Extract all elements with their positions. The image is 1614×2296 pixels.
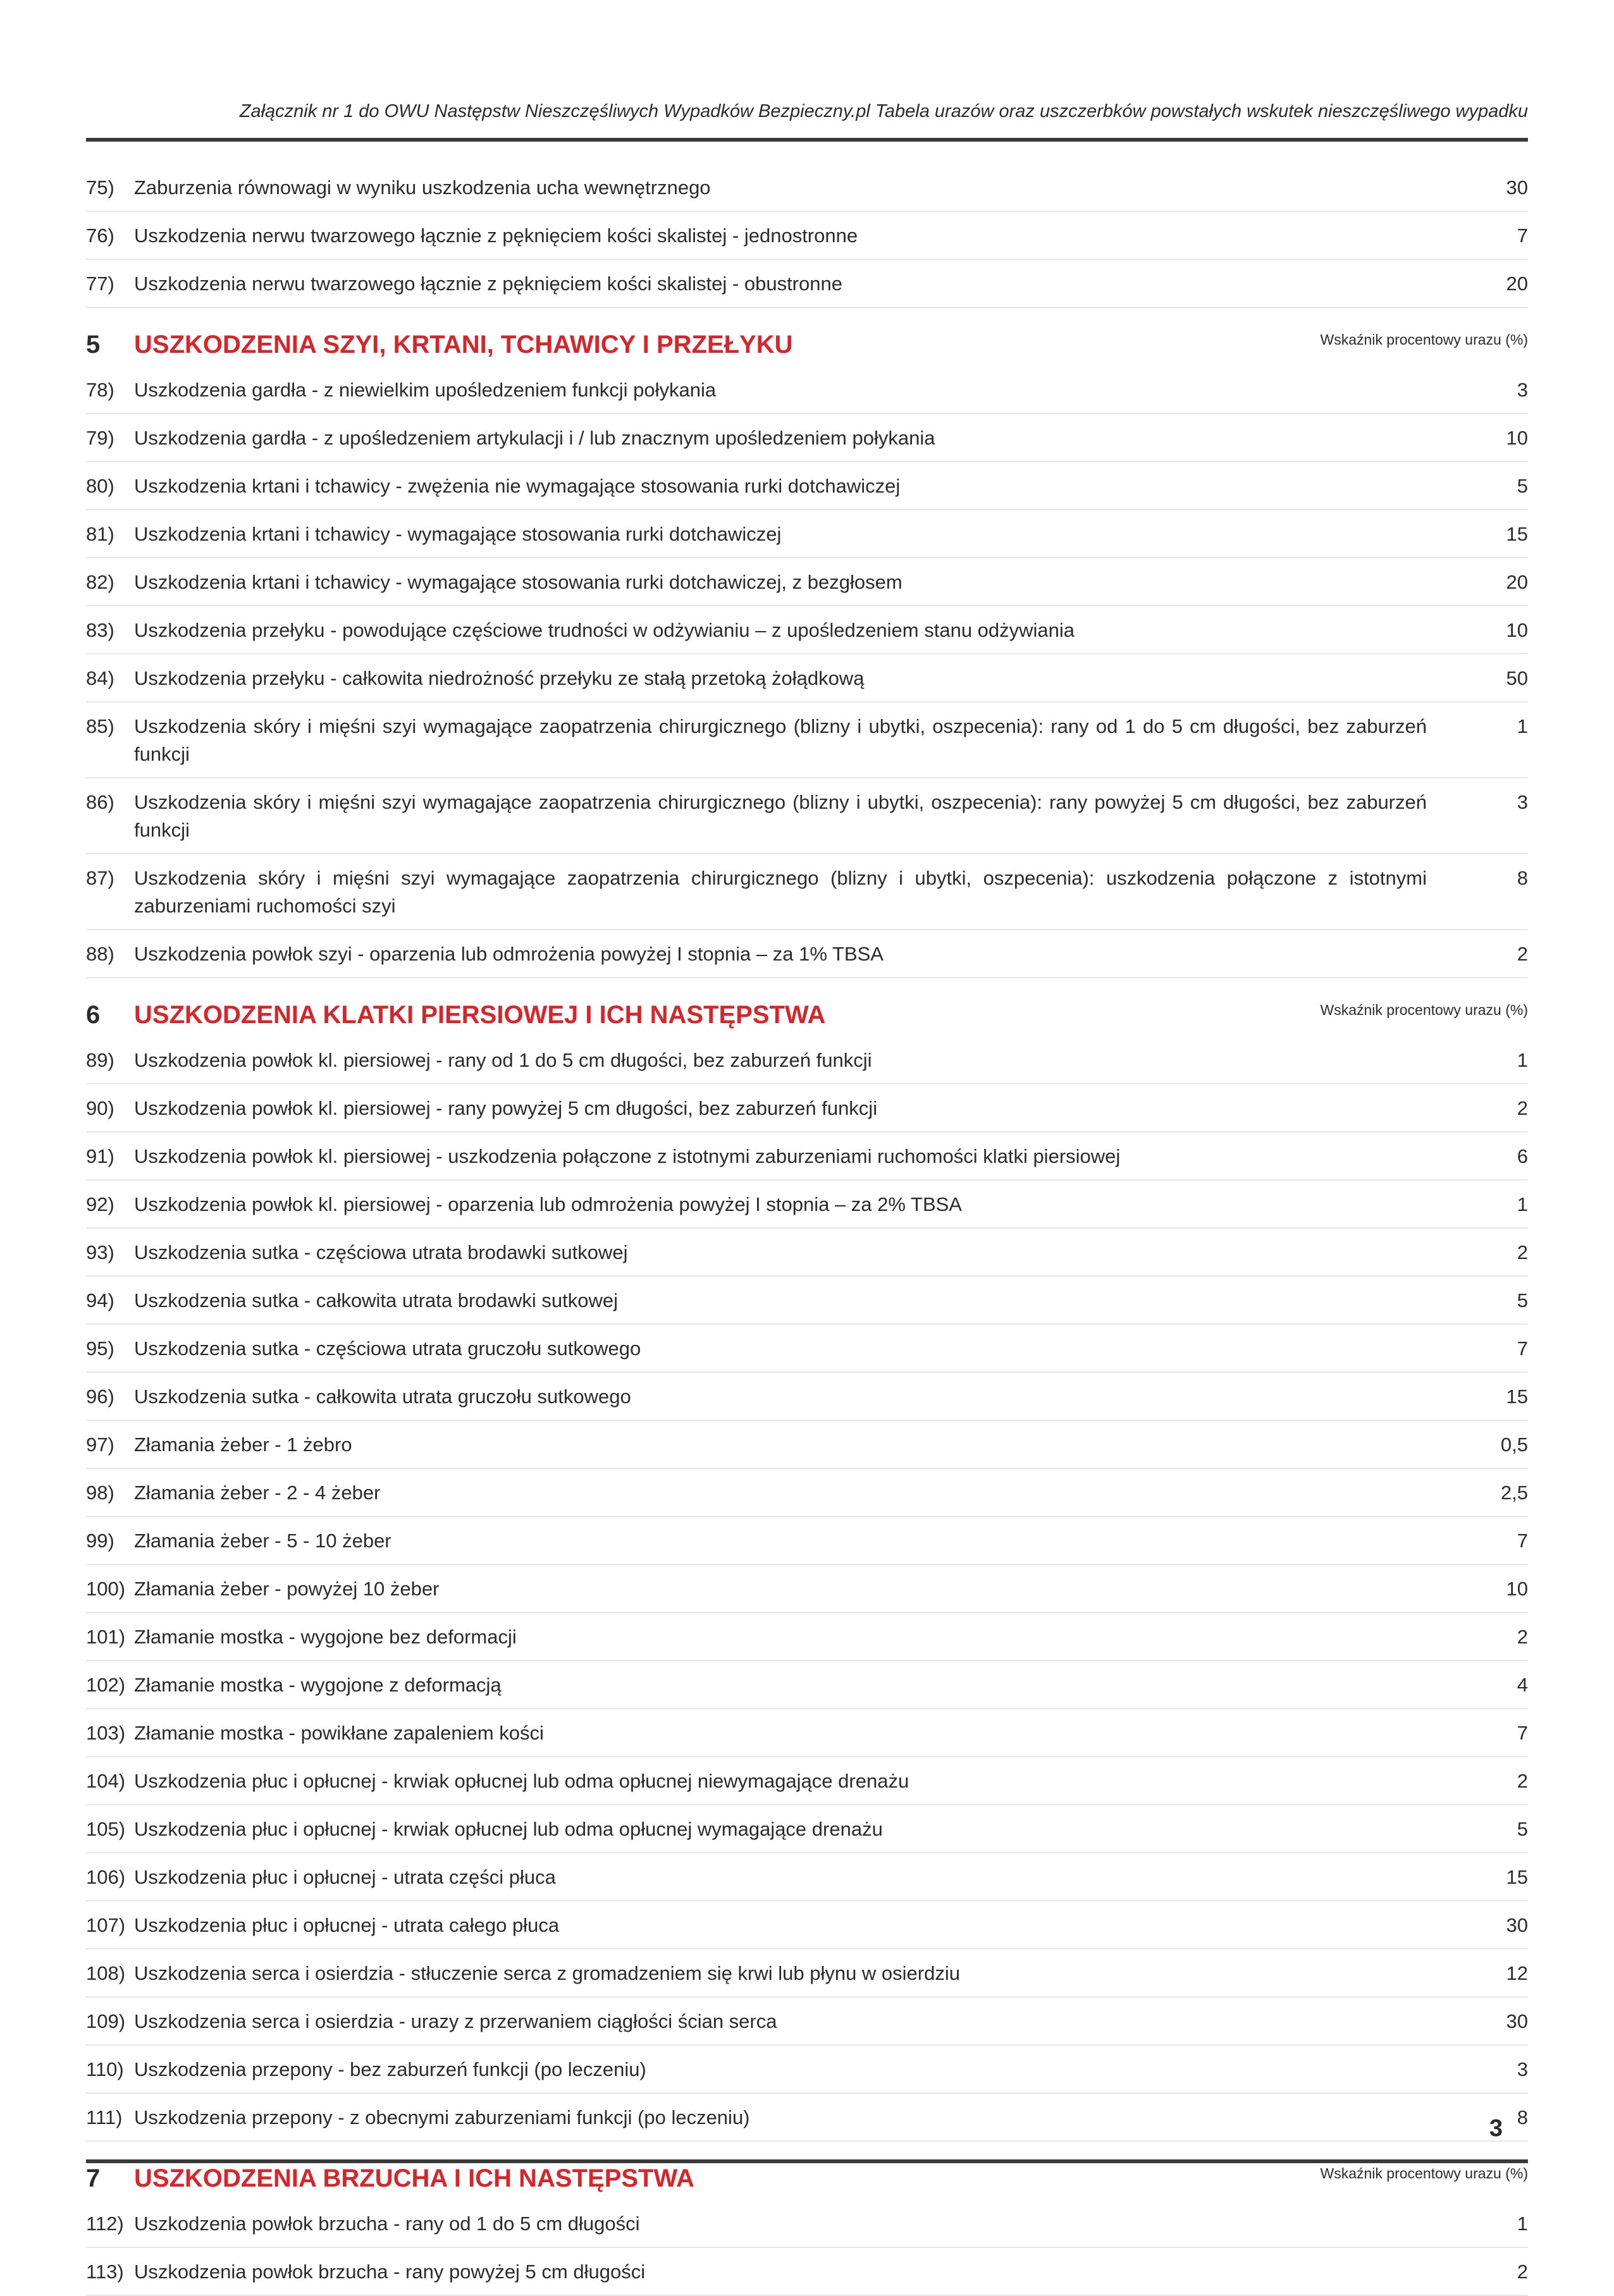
table-row [86, 1277, 1528, 1325]
row-number: 95) [86, 1337, 114, 1360]
row-value: 3 [1517, 379, 1528, 401]
table-row [86, 1325, 1528, 1373]
row-number: 93) [86, 1241, 114, 1263]
table-row [86, 1229, 1528, 1277]
row-value: 30 [1506, 2010, 1528, 2032]
row-number: 99) [86, 1530, 114, 1552]
table-row [86, 1901, 1528, 1949]
injury-table [86, 164, 1528, 2296]
row-value: 15 [1506, 523, 1528, 545]
table-row [86, 510, 1528, 558]
row-value: 1 [1517, 715, 1528, 737]
row-description: Uszkodzenia sutka - częściowa utrata gruczołu sutkowego [134, 1337, 641, 1360]
row-number: 88) [86, 943, 114, 965]
row-value: 30 [1506, 1914, 1528, 1936]
row-value: 10 [1506, 427, 1528, 449]
row-number: 84) [86, 667, 114, 689]
row-value: 0,5 [1500, 1433, 1528, 1456]
row-number: 81) [86, 523, 114, 545]
row-description: Uszkodzenia płuc i opłucnej - krwiak opłucnej lub odma opłucnej niewymagające drenażu [134, 1770, 909, 1792]
table-row [86, 1517, 1528, 1565]
table-row [86, 703, 1528, 778]
row-description: Uszkodzenia skóry i mięśni szyi wymagające zaopatrzenia chirurgicznego (blizny i ubytki, oszpecenia): rany od 1 do 5 cm długości, bez zaburzeń funkcji [134, 715, 1427, 765]
table-row [86, 606, 1528, 654]
row-description: Złamania żeber - 5 - 10 żeber [134, 1530, 391, 1552]
table-row [86, 1036, 1528, 1084]
row-number: 102) [86, 1674, 126, 1696]
table-row [86, 1373, 1528, 1421]
table-row [86, 260, 1528, 308]
row-value: 3 [1517, 2058, 1528, 2080]
table-row [86, 2248, 1528, 2296]
row-value: 2 [1517, 1097, 1528, 1119]
row-description: Uszkodzenia krtani i tchawicy - zwężenia nie wymagające stosowania rurki dotchawiczej [134, 475, 901, 497]
section-block [86, 997, 1528, 2142]
row-description: Uszkodzenia sutka - całkowita utrata gruczołu sutkowego [134, 1385, 631, 1408]
table-row [86, 212, 1528, 260]
row-description: Uszkodzenia powłok kl. piersiowej - rany od 1 do 5 cm długości, bez zaburzeń funkcji [134, 1049, 872, 1071]
row-number: 108) [86, 1962, 126, 1984]
row-value: 2 [1517, 943, 1528, 965]
row-value: 20 [1506, 571, 1528, 593]
section-unit-label: Wskaźnik procentowy urazu (%) [1320, 2165, 1528, 2182]
row-number: 89) [86, 1049, 114, 1071]
row-description: Uszkodzenia przepony - bez zaburzeń funkcji (po leczeniu) [134, 2058, 646, 2080]
row-value: 8 [1517, 867, 1528, 889]
row-description: Uszkodzenia gardła - z niewielkim upośledzeniem funkcji połykania [134, 379, 717, 401]
row-value: 12 [1506, 1962, 1528, 1984]
row-value: 30 [1506, 176, 1528, 199]
row-description: Uszkodzenia powłok brzucha - rany powyżej 5 cm długości [134, 2261, 646, 2283]
row-number: 113) [86, 2261, 124, 2283]
table-row [86, 1181, 1528, 1229]
row-number: 110) [86, 2058, 124, 2080]
row-description: Uszkodzenia powłok kl. piersiowej - oparzenia lub odmrożenia powyżej I stopnia – za 2% TBSA [134, 1193, 962, 1215]
row-description: Złamanie mostka - wygojone bez deformacji [134, 1626, 517, 1648]
row-description: Uszkodzenia nerwu twarzowego łącznie z pęknięciem kości skalistej - obustronne [134, 273, 842, 295]
section-title: USZKODZENIA KLATKI PIERSIOWEJ I ICH NASTĘPSTWA [134, 1001, 826, 1029]
row-description: Uszkodzenia powłok szyi - oparzenia lub odmrożenia powyżej I stopnia – za 1% TBSA [134, 943, 884, 965]
section-unit-label: Wskaźnik procentowy urazu (%) [1320, 331, 1528, 348]
row-value: 3 [1517, 791, 1528, 813]
table-row [86, 654, 1528, 703]
row-description: Uszkodzenia powłok kl. piersiowej - uszkodzenia połączone z istotnymi zaburzeniami ruchomości klatki piersiowej [134, 1145, 1121, 1167]
row-value: 1 [1517, 1193, 1528, 1215]
section-heading [86, 997, 1528, 1036]
row-description: Uszkodzenia przepony - z obecnymi zaburzeniami funkcji (po leczeniu) [134, 2106, 750, 2128]
row-number: 78) [86, 379, 114, 401]
table-row [86, 558, 1528, 606]
row-description: Złamania żeber - 1 żebro [134, 1433, 352, 1456]
row-number: 98) [86, 1482, 114, 1504]
section-block [86, 2161, 1528, 2296]
row-number: 79) [86, 427, 114, 449]
row-value: 1 [1517, 1049, 1528, 1071]
row-description: Zaburzenia równowagi w wyniku uszkodzenia ucha wewnętrznego [134, 176, 711, 199]
row-description: Uszkodzenia płuc i opłucnej - utrata całego płuca [134, 1914, 560, 1936]
row-description: Uszkodzenia sutka - całkowita utrata brodawki sutkowej [134, 1289, 619, 1311]
row-value: 15 [1506, 1866, 1528, 1888]
row-value: 7 [1517, 1530, 1528, 1552]
row-description: Uszkodzenia powłok brzucha - rany od 1 do 5 cm długości [134, 2213, 640, 2235]
row-description: Uszkodzenia skóry i mięśni szyi wymagające zaopatrzenia chirurgicznego (blizny i ubytki, oszpecenia): rany powyżej 5 cm długości, bez zaburzeń funkcji [134, 791, 1427, 841]
row-number: 100) [86, 1578, 126, 1600]
row-value: 5 [1517, 1818, 1528, 1840]
footer-divider [86, 2159, 1528, 2163]
row-description: Uszkodzenia krtani i tchawicy - wymagające stosowania rurki dotchawiczej, z bezgłosem [134, 571, 902, 593]
section-number: 5 [86, 331, 101, 359]
section-title: USZKODZENIA BRZUCHA I ICH NASTĘPSTWA [134, 2164, 694, 2192]
row-description: Uszkodzenia płuc i opłucnej - utrata części płuca [134, 1866, 556, 1888]
table-row [86, 2200, 1528, 2248]
row-description: Uszkodzenia sutka - częściowa utrata brodawki sutkowej [134, 1241, 628, 1263]
row-value: 6 [1517, 1145, 1528, 1167]
row-number: 105) [86, 1818, 126, 1840]
table-row [86, 366, 1528, 414]
page-number: 3 [1489, 2115, 1503, 2142]
sections [86, 327, 1528, 2296]
row-description: Złamanie mostka - wygojone z deformacją [134, 1674, 502, 1696]
row-value: 2,5 [1500, 1482, 1528, 1504]
row-value: 10 [1506, 1578, 1528, 1600]
section-number: 7 [86, 2164, 101, 2192]
table-row [86, 1084, 1528, 1133]
row-value: 50 [1506, 667, 1528, 689]
row-number: 80) [86, 475, 114, 497]
row-value: 7 [1517, 1722, 1528, 1744]
row-number: 101) [86, 1626, 126, 1648]
row-description: Uszkodzenia przełyku - powodujące częściowe trudności w odżywianiu – z upośledzeniem stanu odżywiania [134, 619, 1075, 641]
table-row [86, 854, 1528, 930]
row-number: 109) [86, 2010, 126, 2032]
row-value: 10 [1506, 619, 1528, 641]
row-number: 92) [86, 1193, 114, 1215]
row-number: 82) [86, 571, 114, 593]
row-number: 87) [86, 867, 114, 889]
table-row [86, 414, 1528, 462]
table-row [86, 778, 1528, 854]
row-description: Uszkodzenia gardła - z upośledzeniem artykulacji i / lub znacznym upośledzeniem połykania [134, 427, 935, 449]
section-unit-label: Wskaźnik procentowy urazu (%) [1320, 1002, 1528, 1018]
row-number: 96) [86, 1385, 114, 1408]
row-value: 8 [1517, 2106, 1528, 2128]
row-number: 107) [86, 1914, 126, 1936]
row-number: 86) [86, 791, 114, 813]
row-value: 2 [1517, 1626, 1528, 1648]
row-number: 104) [86, 1770, 126, 1792]
table-row [86, 2046, 1528, 2094]
page-header: Załącznik nr 1 do OWU Następstw Nieszczęśliwych Wypadków Bezpieczny.pl Tabela urazów oraz uszczerbków powstałych wskutek nieszczęśliwego wypadku [239, 101, 1528, 121]
table-row [86, 1709, 1528, 1757]
document-page [86, 0, 1528, 2283]
row-description: Uszkodzenia serca i osierdzia - stłuczenie serca z gromadzeniem się krwi lub płynu w osierdziu [134, 1962, 960, 1984]
row-description: Złamanie mostka - powikłane zapaleniem kości [134, 1722, 544, 1744]
table-row [86, 1998, 1528, 2046]
section-heading [86, 2161, 1528, 2200]
row-number: 112) [86, 2213, 124, 2235]
table-row [86, 2094, 1528, 2142]
row-number: 94) [86, 1289, 114, 1311]
section-number: 6 [86, 1001, 101, 1029]
row-number: 111) [86, 2106, 123, 2128]
row-description: Uszkodzenia krtani i tchawicy - wymagające stosowania rurki dotchawiczej [134, 523, 782, 545]
row-description: Uszkodzenia skóry i mięśni szyi wymagające zaopatrzenia chirurgicznego (blizny i ubytki, oszpecenia): uszkodzenia połączone z istotnymi zaburzeniami ruchomości szyi [134, 867, 1427, 917]
table-row [86, 1613, 1528, 1661]
row-value: 7 [1517, 224, 1528, 247]
row-number: 83) [86, 619, 114, 641]
row-number: 103) [86, 1722, 126, 1744]
row-description: Złamania żeber - powyżej 10 żeber [134, 1578, 440, 1600]
table-row [86, 1853, 1528, 1901]
row-number: 97) [86, 1433, 114, 1456]
table-row [86, 1661, 1528, 1709]
row-value: 2 [1517, 1770, 1528, 1792]
row-value: 2 [1517, 1241, 1528, 1263]
table-row [86, 930, 1528, 978]
section-heading [86, 327, 1528, 366]
table-row [86, 1133, 1528, 1181]
row-value: 7 [1517, 1337, 1528, 1360]
table-row [86, 1421, 1528, 1469]
row-value: 20 [1506, 273, 1528, 295]
row-description: Uszkodzenia przełyku - całkowita niedrożność przełyku ze stałą przetoką żołądkową [134, 667, 865, 689]
row-description: Uszkodzenia powłok kl. piersiowej - rany powyżej 5 cm długości, bez zaburzeń funkcji [134, 1097, 878, 1119]
row-value: 1 [1517, 2213, 1528, 2235]
row-number: 90) [86, 1097, 114, 1119]
section-block [86, 327, 1528, 978]
row-description: Uszkodzenia płuc i opłucnej - krwiak opłucnej lub odma opłucnej wymagające drenażu [134, 1818, 883, 1840]
row-value: 2 [1517, 2261, 1528, 2283]
row-value: 15 [1506, 1385, 1528, 1408]
lead-rows [86, 164, 1528, 308]
row-value: 4 [1517, 1674, 1528, 1696]
table-row [86, 1757, 1528, 1805]
row-description: Złamania żeber - 2 - 4 żeber [134, 1482, 381, 1504]
row-description: Uszkodzenia serca i osierdzia - urazy z przerwaniem ciągłości ścian serca [134, 2010, 777, 2032]
table-row [86, 1805, 1528, 1853]
header-divider [86, 138, 1528, 142]
row-number: 76) [86, 224, 114, 247]
table-row [86, 1469, 1528, 1517]
table-row [86, 1949, 1528, 1998]
row-description: Uszkodzenia nerwu twarzowego łącznie z pęknięciem kości skalistej - jednostronne [134, 224, 858, 247]
row-number: 85) [86, 715, 114, 737]
table-row [86, 462, 1528, 510]
row-number: 75) [86, 176, 114, 199]
row-value: 5 [1517, 475, 1528, 497]
row-number: 77) [86, 273, 114, 295]
row-value: 5 [1517, 1289, 1528, 1311]
row-number: 106) [86, 1866, 126, 1888]
section-title: USZKODZENIA SZYI, KRTANI, TCHAWICY I PRZEŁYKU [134, 331, 793, 359]
table-row [86, 164, 1528, 212]
row-number: 91) [86, 1145, 114, 1167]
table-row [86, 1565, 1528, 1613]
